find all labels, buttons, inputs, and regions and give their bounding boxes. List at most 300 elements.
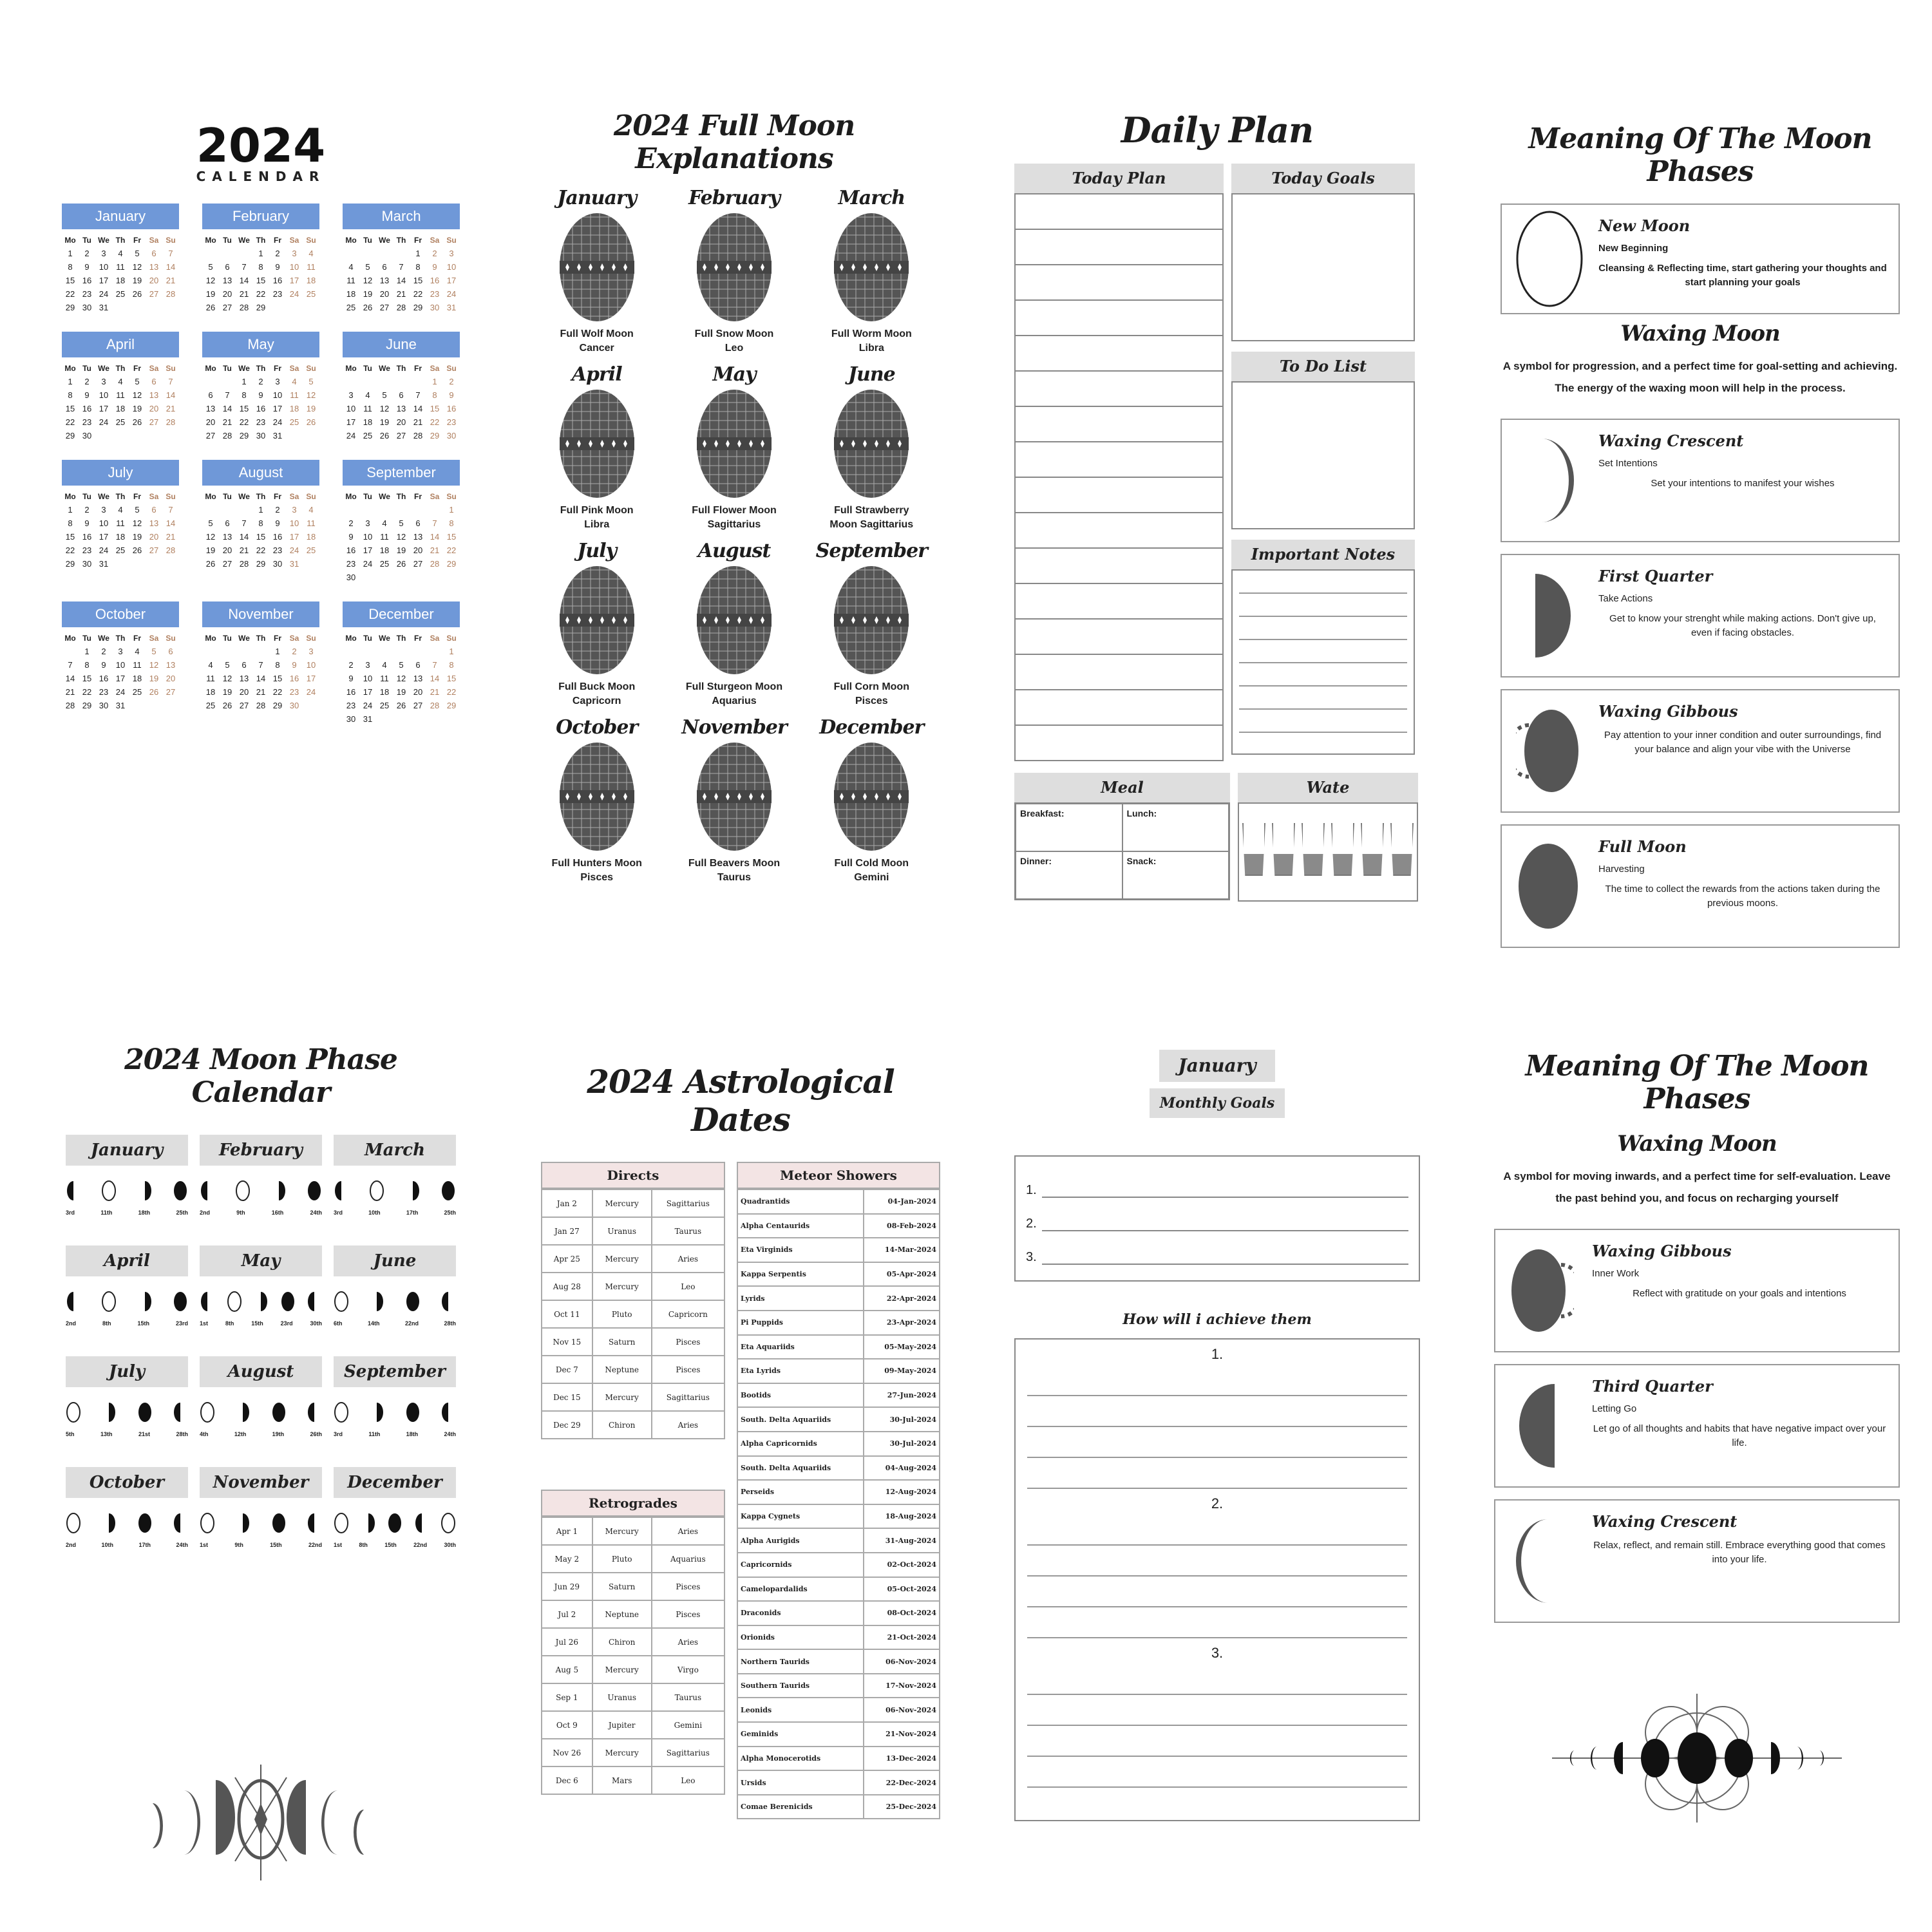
date-cell[interactable]: 1: [258, 505, 263, 515]
date-cell[interactable]: 25: [306, 289, 316, 299]
date-cell[interactable]: 19: [306, 404, 316, 413]
date-cell[interactable]: 17: [99, 404, 109, 413]
date-cell[interactable]: 6: [225, 262, 230, 272]
date-cell[interactable]: 13: [205, 404, 216, 413]
date-cell[interactable]: 19: [222, 687, 232, 697]
date-cell[interactable]: 23: [256, 417, 266, 427]
note-line[interactable]: [1239, 571, 1407, 594]
date-cell[interactable]: 18: [379, 545, 390, 555]
date-cell[interactable]: 24: [99, 545, 109, 555]
date-cell[interactable]: 30: [446, 431, 457, 440]
date-cell[interactable]: 31: [446, 303, 457, 312]
plan-line[interactable]: [1016, 229, 1222, 264]
date-cell[interactable]: 27: [379, 303, 390, 312]
date-cell[interactable]: 3: [101, 377, 106, 386]
date-cell[interactable]: 4: [348, 262, 354, 272]
date-cell[interactable]: 23: [82, 289, 92, 299]
date-cell[interactable]: 13: [239, 674, 249, 683]
date-cell[interactable]: 27: [413, 559, 423, 569]
date-cell[interactable]: 29: [256, 303, 266, 312]
date-cell[interactable]: 15: [239, 404, 249, 413]
date-cell[interactable]: 22: [65, 289, 75, 299]
date-cell[interactable]: 26: [205, 303, 216, 312]
date-cell[interactable]: 8: [84, 660, 90, 670]
date-cell[interactable]: 15: [256, 532, 266, 542]
date-cell[interactable]: 20: [222, 289, 232, 299]
date-cell[interactable]: 24: [306, 687, 316, 697]
plan-line[interactable]: [1016, 193, 1222, 229]
date-cell[interactable]: 12: [363, 276, 373, 285]
date-cell[interactable]: 3: [101, 505, 106, 515]
date-cell[interactable]: 12: [149, 660, 159, 670]
date-cell[interactable]: 12: [396, 674, 406, 683]
date-cell[interactable]: 31: [99, 559, 109, 569]
date-cell[interactable]: 24: [115, 687, 126, 697]
date-cell[interactable]: 9: [348, 532, 354, 542]
date-cell[interactable]: 12: [132, 262, 142, 272]
date-cell[interactable]: 28: [396, 303, 406, 312]
date-cell[interactable]: 2: [348, 518, 354, 528]
date-cell[interactable]: 11: [363, 404, 372, 413]
date-cell[interactable]: 11: [206, 674, 215, 683]
date-cell[interactable]: 10: [272, 390, 283, 400]
date-cell[interactable]: 25: [115, 289, 126, 299]
date-cell[interactable]: 9: [275, 518, 280, 528]
date-cell[interactable]: 4: [308, 249, 314, 258]
date-cell[interactable]: 8: [449, 518, 454, 528]
date-cell[interactable]: 14: [166, 390, 176, 400]
date-cell[interactable]: 13: [379, 276, 390, 285]
date-cell[interactable]: 6: [415, 518, 421, 528]
date-cell[interactable]: 13: [149, 518, 159, 528]
date-cell[interactable]: 6: [208, 390, 213, 400]
date-cell[interactable]: 13: [413, 674, 423, 683]
date-cell[interactable]: 17: [306, 674, 316, 683]
date-cell[interactable]: 17: [289, 532, 299, 542]
plan-line[interactable]: [1016, 264, 1222, 299]
date-cell[interactable]: 14: [166, 518, 176, 528]
date-cell[interactable]: 17: [346, 417, 356, 427]
date-cell[interactable]: 19: [205, 545, 216, 555]
date-cell[interactable]: 1: [68, 505, 73, 515]
date-cell[interactable]: 4: [118, 377, 123, 386]
goal-row[interactable]: 3.: [1026, 1231, 1408, 1265]
date-cell[interactable]: 28: [166, 545, 176, 555]
date-cell[interactable]: 2: [275, 249, 280, 258]
date-cell[interactable]: 9: [275, 262, 280, 272]
date-cell[interactable]: 11: [380, 532, 389, 542]
date-cell[interactable]: 18: [363, 417, 373, 427]
date-cell[interactable]: 27: [222, 303, 232, 312]
date-cell[interactable]: 8: [275, 660, 280, 670]
achieve-line[interactable]: [1027, 1607, 1407, 1638]
date-cell[interactable]: 7: [68, 660, 73, 670]
date-cell[interactable]: 10: [363, 674, 373, 683]
date-cell[interactable]: 4: [382, 660, 387, 670]
date-cell[interactable]: 19: [396, 545, 406, 555]
date-cell[interactable]: 28: [239, 303, 249, 312]
date-cell[interactable]: 24: [99, 417, 109, 427]
date-cell[interactable]: 25: [132, 687, 142, 697]
water-glass-icon[interactable]: [1272, 823, 1295, 876]
date-cell[interactable]: 31: [363, 714, 373, 724]
date-cell[interactable]: 3: [118, 647, 123, 656]
date-cell[interactable]: 1: [432, 377, 437, 386]
date-cell[interactable]: 26: [363, 303, 373, 312]
date-cell[interactable]: 27: [222, 559, 232, 569]
date-cell[interactable]: 27: [239, 701, 249, 710]
date-cell[interactable]: 29: [239, 431, 249, 440]
date-cell[interactable]: 2: [84, 505, 90, 515]
date-cell[interactable]: 26: [379, 431, 390, 440]
date-cell[interactable]: 1: [258, 249, 263, 258]
date-cell[interactable]: 14: [222, 404, 232, 413]
achieve-line[interactable]: [1027, 1515, 1407, 1546]
lunch-cell[interactable]: Lunch:: [1122, 804, 1229, 851]
plan-line[interactable]: [1016, 477, 1222, 512]
date-cell[interactable]: 8: [258, 518, 263, 528]
date-cell[interactable]: 12: [396, 532, 406, 542]
date-cell[interactable]: 15: [446, 532, 457, 542]
date-cell[interactable]: 20: [149, 276, 159, 285]
date-cell[interactable]: 14: [396, 276, 406, 285]
date-cell[interactable]: 29: [65, 559, 75, 569]
date-cell[interactable]: 15: [256, 276, 266, 285]
date-cell[interactable]: 23: [272, 289, 283, 299]
note-line[interactable]: [1239, 594, 1407, 617]
date-cell[interactable]: 12: [132, 390, 142, 400]
date-cell[interactable]: 1: [68, 377, 73, 386]
date-cell[interactable]: 8: [68, 390, 73, 400]
date-cell[interactable]: 31: [115, 701, 126, 710]
date-cell[interactable]: 25: [115, 417, 126, 427]
date-cell[interactable]: 12: [132, 518, 142, 528]
date-cell[interactable]: 17: [115, 674, 126, 683]
date-cell[interactable]: 9: [449, 390, 454, 400]
date-cell[interactable]: 20: [149, 532, 159, 542]
date-cell[interactable]: 14: [166, 262, 176, 272]
date-cell[interactable]: 26: [396, 559, 406, 569]
date-cell[interactable]: 21: [166, 276, 176, 285]
goal-row[interactable]: 1.: [1026, 1164, 1408, 1198]
date-cell[interactable]: 28: [65, 701, 75, 710]
date-cell[interactable]: 3: [449, 249, 454, 258]
date-cell[interactable]: 17: [99, 532, 109, 542]
date-cell[interactable]: 5: [135, 505, 140, 515]
date-cell[interactable]: 26: [132, 289, 142, 299]
date-cell[interactable]: 27: [149, 417, 159, 427]
date-cell[interactable]: 24: [446, 289, 457, 299]
date-cell[interactable]: 8: [68, 262, 73, 272]
date-cell[interactable]: 7: [168, 249, 173, 258]
date-cell[interactable]: 18: [289, 404, 299, 413]
date-cell[interactable]: 16: [82, 404, 92, 413]
water-glass-icon[interactable]: [1302, 823, 1325, 876]
date-cell[interactable]: 17: [363, 545, 373, 555]
todo-box[interactable]: [1231, 381, 1415, 529]
date-cell[interactable]: 12: [205, 276, 216, 285]
breakfast-cell[interactable]: Breakfast:: [1016, 804, 1122, 851]
date-cell[interactable]: 30: [82, 431, 92, 440]
note-line[interactable]: [1239, 663, 1407, 687]
date-cell[interactable]: 23: [446, 417, 457, 427]
date-cell[interactable]: 20: [379, 289, 390, 299]
date-cell[interactable]: 11: [133, 660, 142, 670]
date-cell[interactable]: 22: [239, 417, 249, 427]
date-cell[interactable]: 1: [84, 647, 90, 656]
date-cell[interactable]: 11: [116, 518, 125, 528]
date-cell[interactable]: 28: [430, 701, 440, 710]
date-cell[interactable]: 29: [65, 303, 75, 312]
date-cell[interactable]: 12: [222, 674, 232, 683]
date-cell[interactable]: 17: [446, 276, 457, 285]
date-cell[interactable]: 10: [115, 660, 126, 670]
water-glass-icon[interactable]: [1331, 823, 1354, 876]
plan-line[interactable]: [1016, 299, 1222, 335]
date-cell[interactable]: 29: [413, 303, 423, 312]
plan-line[interactable]: [1016, 654, 1222, 689]
date-cell[interactable]: 6: [399, 390, 404, 400]
date-cell[interactable]: 28: [239, 559, 249, 569]
date-cell[interactable]: 18: [379, 687, 390, 697]
achieve-line[interactable]: [1027, 1427, 1407, 1458]
date-cell[interactable]: 31: [99, 303, 109, 312]
date-cell[interactable]: 6: [225, 518, 230, 528]
date-cell[interactable]: 15: [430, 404, 440, 413]
achieve-line[interactable]: [1027, 1577, 1407, 1607]
date-cell[interactable]: 24: [289, 545, 299, 555]
date-cell[interactable]: 18: [132, 674, 142, 683]
date-cell[interactable]: 20: [413, 687, 423, 697]
date-cell[interactable]: 13: [149, 390, 159, 400]
date-cell[interactable]: 3: [275, 377, 280, 386]
date-cell[interactable]: 6: [242, 660, 247, 670]
date-cell[interactable]: 16: [446, 404, 457, 413]
date-cell[interactable]: 9: [348, 674, 354, 683]
date-cell[interactable]: 14: [430, 532, 440, 542]
date-cell[interactable]: 18: [115, 532, 126, 542]
date-cell[interactable]: 2: [432, 249, 437, 258]
date-cell[interactable]: 20: [205, 417, 216, 427]
plan-line[interactable]: [1016, 689, 1222, 724]
date-cell[interactable]: 26: [205, 559, 216, 569]
date-cell[interactable]: 5: [308, 377, 314, 386]
date-cell[interactable]: 4: [382, 518, 387, 528]
date-cell[interactable]: 21: [166, 404, 176, 413]
achieve-line[interactable]: [1027, 1365, 1407, 1396]
date-cell[interactable]: 16: [82, 276, 92, 285]
date-cell[interactable]: 11: [307, 262, 316, 272]
date-cell[interactable]: 25: [379, 559, 390, 569]
date-cell[interactable]: 21: [256, 687, 266, 697]
date-cell[interactable]: 15: [65, 404, 75, 413]
date-cell[interactable]: 11: [290, 390, 299, 400]
date-cell[interactable]: 25: [306, 545, 316, 555]
date-cell[interactable]: 29: [82, 701, 92, 710]
date-cell[interactable]: 1: [449, 647, 454, 656]
date-cell[interactable]: 11: [116, 390, 125, 400]
date-cell[interactable]: 2: [84, 377, 90, 386]
date-cell[interactable]: 1: [449, 505, 454, 515]
note-line[interactable]: [1239, 617, 1407, 640]
date-cell[interactable]: 2: [258, 377, 263, 386]
date-cell[interactable]: 17: [272, 404, 283, 413]
date-cell[interactable]: 7: [432, 660, 437, 670]
date-cell[interactable]: 21: [430, 687, 440, 697]
date-cell[interactable]: 3: [292, 505, 297, 515]
date-cell[interactable]: 27: [396, 431, 406, 440]
date-cell[interactable]: 27: [413, 701, 423, 710]
date-cell[interactable]: 25: [205, 701, 216, 710]
date-cell[interactable]: 7: [415, 390, 421, 400]
date-cell[interactable]: 19: [132, 276, 142, 285]
plan-line[interactable]: [1016, 441, 1222, 477]
date-cell[interactable]: 13: [149, 262, 159, 272]
date-cell[interactable]: 10: [346, 404, 356, 413]
date-cell[interactable]: 7: [168, 377, 173, 386]
date-cell[interactable]: 13: [413, 532, 423, 542]
date-cell[interactable]: 31: [272, 431, 283, 440]
date-cell[interactable]: 19: [149, 674, 159, 683]
date-cell[interactable]: 30: [82, 559, 92, 569]
date-cell[interactable]: 5: [208, 262, 213, 272]
date-cell[interactable]: 5: [399, 660, 404, 670]
date-cell[interactable]: 27: [166, 687, 176, 697]
date-cell[interactable]: 28: [430, 559, 440, 569]
date-cell[interactable]: 9: [258, 390, 263, 400]
plan-line[interactable]: [1016, 335, 1222, 370]
date-cell[interactable]: 13: [166, 660, 176, 670]
date-cell[interactable]: 22: [256, 289, 266, 299]
achieve-box[interactable]: [1014, 1338, 1420, 1821]
date-cell[interactable]: 28: [166, 289, 176, 299]
today-plan-lines[interactable]: [1014, 193, 1224, 761]
date-cell[interactable]: 27: [205, 431, 216, 440]
date-cell[interactable]: 24: [289, 289, 299, 299]
date-cell[interactable]: 2: [101, 647, 106, 656]
date-cell[interactable]: 19: [132, 532, 142, 542]
date-cell[interactable]: 15: [272, 674, 283, 683]
date-cell[interactable]: 6: [168, 647, 173, 656]
date-cell[interactable]: 21: [396, 289, 406, 299]
date-cell[interactable]: 30: [99, 701, 109, 710]
date-cell[interactable]: 21: [222, 417, 232, 427]
date-cell[interactable]: 4: [118, 249, 123, 258]
date-cell[interactable]: 5: [208, 518, 213, 528]
achieve-line[interactable]: [1027, 1695, 1407, 1726]
achieve-line[interactable]: [1027, 1546, 1407, 1577]
date-cell[interactable]: 22: [430, 417, 440, 427]
plan-line[interactable]: [1016, 406, 1222, 441]
date-cell[interactable]: 16: [346, 545, 356, 555]
date-cell[interactable]: 26: [149, 687, 159, 697]
date-cell[interactable]: 30: [82, 303, 92, 312]
plan-line[interactable]: [1016, 583, 1222, 618]
date-cell[interactable]: 6: [151, 377, 156, 386]
date-cell[interactable]: 20: [239, 687, 249, 697]
date-cell[interactable]: 16: [256, 404, 266, 413]
date-cell[interactable]: 30: [289, 701, 299, 710]
date-cell[interactable]: 25: [115, 545, 126, 555]
date-cell[interactable]: 29: [65, 431, 75, 440]
date-cell[interactable]: 30: [346, 714, 356, 724]
date-cell[interactable]: 4: [135, 647, 140, 656]
date-cell[interactable]: 24: [272, 417, 283, 427]
date-cell[interactable]: 22: [446, 545, 457, 555]
date-cell[interactable]: 13: [222, 532, 232, 542]
date-cell[interactable]: 6: [382, 262, 387, 272]
date-cell[interactable]: 20: [396, 417, 406, 427]
date-cell[interactable]: 20: [413, 545, 423, 555]
achieve-line[interactable]: [1027, 1726, 1407, 1757]
date-cell[interactable]: 31: [289, 559, 299, 569]
date-cell[interactable]: 12: [205, 532, 216, 542]
date-cell[interactable]: 23: [272, 545, 283, 555]
dinner-cell[interactable]: Dinner:: [1016, 851, 1122, 899]
date-cell[interactable]: 25: [363, 431, 373, 440]
today-goals-box[interactable]: [1231, 193, 1415, 341]
date-cell[interactable]: 11: [346, 276, 355, 285]
achieve-line[interactable]: [1027, 1396, 1407, 1427]
date-cell[interactable]: 6: [151, 505, 156, 515]
date-cell[interactable]: 2: [449, 377, 454, 386]
date-cell[interactable]: 16: [289, 674, 299, 683]
date-cell[interactable]: 2: [275, 505, 280, 515]
date-cell[interactable]: 26: [396, 701, 406, 710]
date-cell[interactable]: 3: [348, 390, 354, 400]
date-cell[interactable]: 17: [289, 276, 299, 285]
plan-line[interactable]: [1016, 547, 1222, 583]
date-cell[interactable]: 30: [256, 431, 266, 440]
date-cell[interactable]: 23: [289, 687, 299, 697]
date-cell[interactable]: 29: [446, 701, 457, 710]
date-cell[interactable]: 21: [166, 532, 176, 542]
date-cell[interactable]: 19: [379, 417, 390, 427]
date-cell[interactable]: 28: [222, 431, 232, 440]
date-cell[interactable]: 30: [346, 573, 356, 582]
date-cell[interactable]: 15: [82, 674, 92, 683]
date-cell[interactable]: 2: [84, 249, 90, 258]
date-cell[interactable]: 29: [446, 559, 457, 569]
date-cell[interactable]: 9: [101, 660, 106, 670]
date-cell[interactable]: 8: [242, 390, 247, 400]
snack-cell[interactable]: Snack:: [1122, 851, 1229, 899]
date-cell[interactable]: 11: [307, 518, 316, 528]
date-cell[interactable]: 2: [292, 647, 297, 656]
plan-line[interactable]: [1016, 618, 1222, 654]
date-cell[interactable]: 20: [222, 545, 232, 555]
date-cell[interactable]: 10: [99, 390, 109, 400]
date-cell[interactable]: 25: [289, 417, 299, 427]
water-glass-icon[interactable]: [1390, 823, 1414, 876]
date-cell[interactable]: 7: [168, 505, 173, 515]
date-cell[interactable]: 8: [258, 262, 263, 272]
date-cell[interactable]: 14: [256, 674, 266, 683]
date-cell[interactable]: 18: [346, 289, 356, 299]
date-cell[interactable]: 10: [306, 660, 316, 670]
date-cell[interactable]: 21: [430, 545, 440, 555]
date-cell[interactable]: 5: [151, 647, 156, 656]
date-cell[interactable]: 22: [413, 289, 423, 299]
date-cell[interactable]: 5: [365, 262, 370, 272]
date-cell[interactable]: 24: [363, 559, 373, 569]
date-cell[interactable]: 11: [116, 262, 125, 272]
date-cell[interactable]: 5: [382, 390, 387, 400]
date-cell[interactable]: 9: [84, 518, 90, 528]
date-cell[interactable]: 7: [432, 518, 437, 528]
date-cell[interactable]: 14: [65, 674, 75, 683]
note-line[interactable]: [1239, 710, 1407, 733]
